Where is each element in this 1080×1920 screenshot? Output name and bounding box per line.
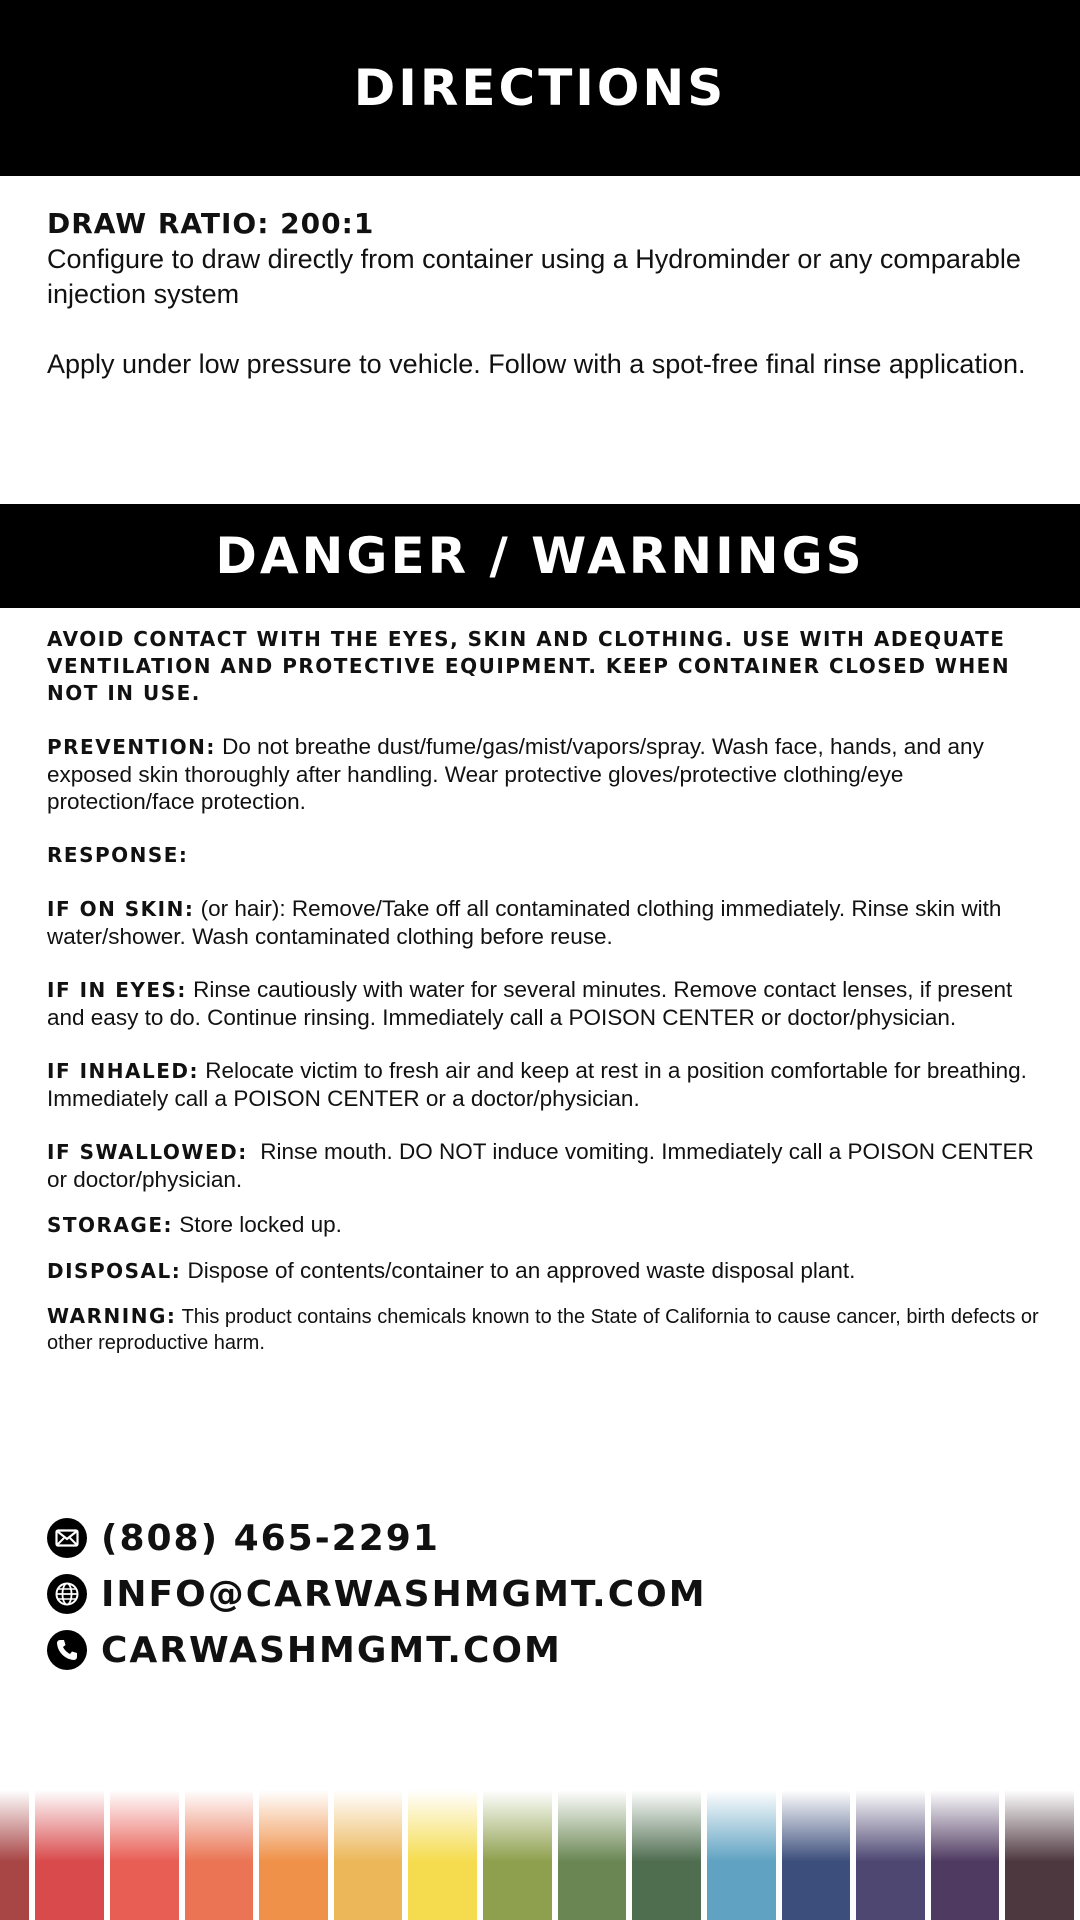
color-stripes bbox=[0, 1790, 1080, 1920]
disposal-paragraph bbox=[47, 1257, 1047, 1285]
color-stripe bbox=[185, 1790, 254, 1920]
on-skin-text: (or hair): Remove/Take off all contaminated clothing immediately. Rinse skin with water/shower. Wash contaminated clothing before reuse. bbox=[47, 896, 1002, 949]
color-stripe bbox=[408, 1790, 477, 1920]
color-stripe bbox=[782, 1790, 851, 1920]
contact-email-text: INFO@CARWASHMGMT.COM bbox=[101, 1573, 707, 1615]
color-stripe bbox=[483, 1790, 552, 1920]
response-paragraph bbox=[47, 841, 1047, 869]
contact-phone[interactable] bbox=[47, 1510, 707, 1566]
on-skin-paragraph bbox=[47, 895, 1047, 950]
prevention-paragraph bbox=[47, 733, 1047, 815]
swallowed-label: IF SWALLOWED: bbox=[47, 1140, 248, 1164]
directions-paragraph-2: Apply under low pressure to vehicle. Follow with a spot-free final rinse application. bbox=[47, 349, 1026, 379]
storage-paragraph bbox=[47, 1211, 1047, 1239]
color-stripe bbox=[0, 1790, 29, 1920]
prevention-label: PREVENTION: bbox=[47, 735, 216, 759]
on-skin-label: IF ON SKIN: bbox=[47, 897, 195, 921]
warnings-lead: AVOID CONTACT WITH THE EYES, SKIN AND CLOTHING. USE WITH ADEQUATE VENTILATION AND PROTECTIVE EQUIPMENT. KEEP CONTAINER CLOSED WHEN NOT IN USE. bbox=[47, 627, 1011, 705]
contact-email[interactable] bbox=[47, 1566, 707, 1622]
storage-text: Store locked up. bbox=[173, 1212, 342, 1237]
in-eyes-label: IF IN EYES: bbox=[47, 978, 187, 1002]
warning-text: This product contains chemicals known to the State of California to cause cancer, birth defects or other reproductive harm. bbox=[47, 1306, 1039, 1354]
directions-paragraph-1: Configure to draw directly from container using a Hydrominder or any comparable injection system bbox=[47, 244, 1021, 309]
contact-website[interactable] bbox=[47, 1622, 707, 1678]
prevention-text: Do not breathe dust/fume/gas/mist/vapors/spray. Wash face, hands, and any exposed skin thoroughly after handling. Wear protective gloves/protective clothing/eye protection/face protection. bbox=[47, 734, 984, 814]
inhaled-text: Relocate victim to fresh air and keep at rest in a position comfortable for breathing. Immediately call a POISON CENTER or a doctor/physician. bbox=[47, 1058, 1027, 1111]
color-stripe bbox=[35, 1790, 104, 1920]
contact-list bbox=[47, 1510, 707, 1678]
storage-label: STORAGE: bbox=[47, 1213, 174, 1237]
contact-phone-text: (808) 465-2291 bbox=[101, 1517, 440, 1559]
swallowed-text: Rinse mouth. DO NOT induce vomiting. Immediately call a POISON CENTER or doctor/physician. bbox=[47, 1139, 1041, 1192]
warning-paragraph bbox=[47, 1303, 1047, 1356]
directions-heading: DIRECTIONS bbox=[353, 59, 727, 117]
in-eyes-text: Rinse cautiously with water for several minutes. Remove contact lenses, if present and easy to do. Continue rinsing. Immediately call a POISON CENTER or doctor/physician. bbox=[47, 977, 1013, 1030]
color-stripe bbox=[1005, 1790, 1074, 1920]
contact-website-text: CARWASHMGMT.COM bbox=[101, 1629, 562, 1671]
warning-label: WARNING: bbox=[47, 1304, 177, 1328]
warnings-heading: DANGER / WARNINGS bbox=[215, 527, 865, 585]
draw-ratio: DRAW RATIO: 200:1 bbox=[47, 207, 375, 240]
warnings-section bbox=[47, 626, 1047, 1356]
color-stripe bbox=[632, 1790, 701, 1920]
color-stripe bbox=[259, 1790, 328, 1920]
inhaled-paragraph bbox=[47, 1057, 1047, 1112]
inhaled-label: IF INHALED: bbox=[47, 1059, 199, 1083]
directions-section bbox=[47, 206, 1047, 382]
phone-icon bbox=[47, 1630, 87, 1670]
color-stripe bbox=[707, 1790, 776, 1920]
disposal-text: Dispose of contents/container to an approved waste disposal plant. bbox=[181, 1258, 856, 1283]
color-stripe bbox=[856, 1790, 925, 1920]
color-stripe bbox=[334, 1790, 403, 1920]
color-stripe bbox=[558, 1790, 627, 1920]
directions-header bbox=[0, 0, 1080, 176]
globe-icon bbox=[47, 1574, 87, 1614]
warnings-header bbox=[0, 504, 1080, 608]
response-label: RESPONSE: bbox=[47, 843, 189, 867]
envelope-icon bbox=[47, 1518, 87, 1558]
disposal-label: DISPOSAL: bbox=[47, 1259, 182, 1283]
color-stripe bbox=[931, 1790, 1000, 1920]
color-stripe bbox=[110, 1790, 179, 1920]
swallowed-paragraph bbox=[47, 1138, 1047, 1193]
in-eyes-paragraph bbox=[47, 976, 1047, 1031]
